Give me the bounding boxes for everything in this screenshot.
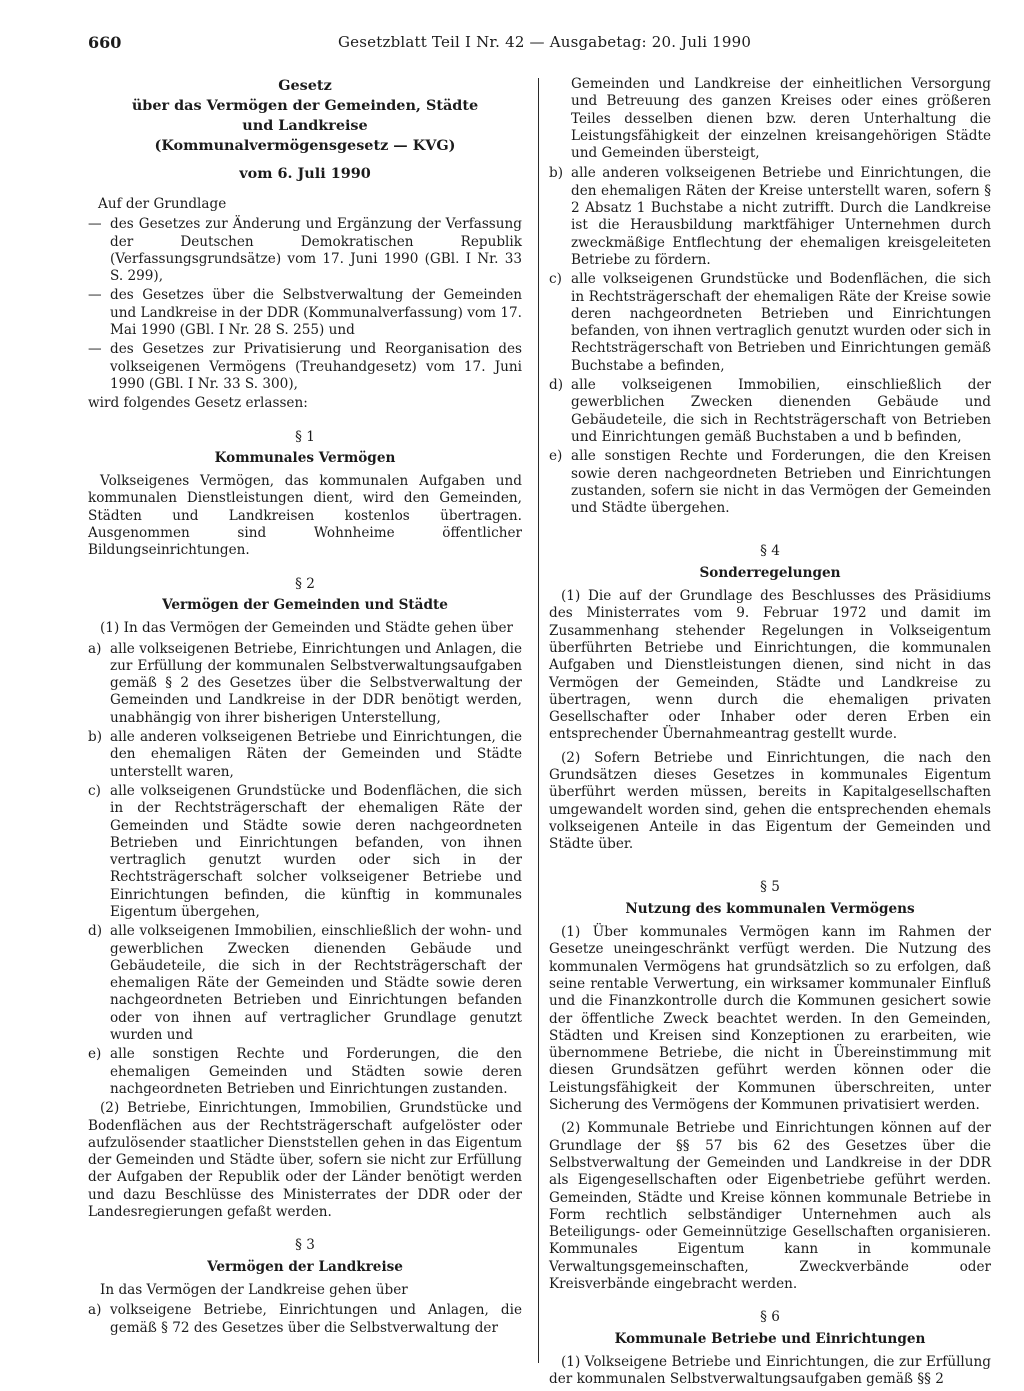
- list-marker: d): [88, 923, 103, 940]
- list-marker: d): [549, 377, 564, 394]
- list-item-text: alle volkseigenen Betriebe, Einrichtungen und Anlagen, die zur Erfüllung der kommunalen Selbstverwaltungsaufgaben gemäß § 2 des Gesetzes über die Selbstverwaltung der Gemeinden und Landkreise in der DDR benötigt werden, unabhängig von ihrer bisherigen Unterstellung,: [110, 640, 522, 726]
- list-marker: a): [88, 640, 102, 657]
- list-item: a) volkseigene Betriebe, Einrichtungen und Anlagen, die gemäß § 72 des Gesetzes über die Selbstverwaltung der: [88, 1302, 522, 1336]
- preamble-intro: Auf der Grundlage: [98, 196, 227, 212]
- item-list: [88, 641, 522, 1099]
- list-item-text: alle volkseigenen Immobilien, einschließlich der gewerblichen Zwecken dienenden Gebäude und Gebäudeteile, die sich in Rechtsträgerschaft von Betrieben und Einrichtungen gemäß Buchstaben a und b befinden,: [571, 377, 991, 445]
- paragraph: (1) Die auf der Grundlage des Beschlusses des Präsidiums des Ministerrates vom 9. Februar 1972 und damit im Zusammenhang stehender Regelungen in Volkseigentum überführten Betriebe und Einrichtungen, die kommunalen Aufgaben und Dienstleistungen dienen, sind nicht in das Vermögen der Gemeinden, Städte und Landkreise zu übertragen, wenn durch die ehemaligen privaten Gesellschafter oder Inhaber oder deren Erben ein entsprechender Übernahmeantrag gestellt wurde.: [549, 588, 991, 743]
- list-item: [88, 729, 522, 781]
- preamble-list: [88, 216, 522, 393]
- list-item: — des Gesetzes zur Änderung und Ergänzung der Verfassung der Deutschen Demokratischen Republik (Verfassungsgrundsätze) vom 17. Juni 1990 (GBl. I Nr. 33 S. 299),: [88, 216, 522, 285]
- item-list: [549, 165, 991, 517]
- section-number: § 5: [760, 879, 780, 896]
- section-heading: Nutzung des kommunalen Vermögens: [625, 900, 915, 917]
- list-item-text: alle anderen volkseigenen Betriebe und Einrichtungen, die den ehemaligen Räten der Kreise unterstellt waren, sofern § 2 Absatz 1 Buchstabe a nicht zutrifft. Durch die Landkreise ist die Herausbildung marktfähiger Unternehmen durch zweckmäßige Entflechtung der ehemaligen kreisgeleiteten Betriebe zu fördern.: [571, 165, 991, 268]
- section-heading: Vermögen der Gemeinden und Städte: [162, 596, 448, 613]
- list-marker: b): [549, 165, 564, 182]
- list-item: [88, 1046, 522, 1098]
- law-title-line: Gesetz: [278, 77, 332, 94]
- list-item: [88, 923, 522, 1044]
- list-item-text: volkseigene Betriebe, Einrichtungen und Anlagen, die gemäß § 72 des Gesetzes über die Selbstverwaltung der: [110, 1302, 522, 1336]
- list-item: — des Gesetzes über die Selbstverwaltung der Gemeinden und Landkreise in der DDR (Kommunalverfassung) vom 17. Mai 1990 (GBl. I Nr. 28 S. 255) und: [88, 287, 522, 339]
- paragraph: (1) Volkseigene Betriebe und Einrichtungen, die zur Erfüllung der kommunalen Selbstverwaltungsaufgaben gemäß §§ 2: [549, 1353, 991, 1388]
- list-marker: c): [88, 782, 101, 799]
- list-item: [549, 271, 991, 375]
- list-marker: c): [549, 271, 562, 288]
- list-item-text: des Gesetzes zur Privatisierung und Reorganisation des volkseigenen Vermögens (Treuhandgesetz) vom 17. Juni 1990 (GBl. I Nr. 33 S. 300),: [110, 341, 522, 392]
- law-title-line: über das Vermögen der Gemeinden, Städte: [131, 97, 479, 114]
- paragraph: (2) Betriebe, Einrichtungen, Immobilien, Grundstücke und Bodenflächen aus der Rechtsträgerschaft aufgelöster oder aufzulösender staatlicher Dienststellen gehen in das Eigentum der Gemeinden und Städte über, sofern sie nicht zur Erfüllung der Aufgaben der Republik oder der Länder benötigt werden und dazu Beschlüsse des Ministerrates der DDR oder der Landesregierungen gefaßt werden.: [88, 1100, 522, 1221]
- list-item-text: des Gesetzes über die Selbstverwaltung der Gemeinden und Landkreise in der DDR (Kommunalverfassung) vom 17. Mai 1990 (GBl. I Nr. 28 S. 255) und: [110, 287, 522, 339]
- section-heading: Kommunale Betriebe und Einrichtungen: [614, 1330, 926, 1347]
- page-header: [88, 33, 988, 63]
- law-title-line: und Landkreise: [242, 117, 368, 134]
- list-item: — des Gesetzes zur Privatisierung und Reorganisation des volkseigenen Vermögens (Treuhandgesetz) vom 17. Juni 1990 (GBl. I Nr. 33 S. 300),: [88, 341, 522, 392]
- list-item: [88, 641, 522, 727]
- column-divider: [538, 78, 539, 1363]
- law-title: [88, 76, 522, 184]
- list-marker: e): [88, 1046, 102, 1063]
- list-item-text: alle volkseigenen Immobilien, einschließlich der wohn- und gewerblichen Zwecken dienenden Gebäude und Gebäudeteile, die sich in der Rechtsträgerschaft der ehemaligen Räte der Gemeinden und Städte sowie deren nachgeordneten Betrieben und Einrichtungen befanden oder von ihnen auf vertraglicher Grundlage genutzt wurden und: [110, 923, 522, 1044]
- list-item: [549, 377, 991, 446]
- list-item-text: alle sonstigen Rechte und Forderungen, die den ehemaligen Gemeinden und Städten sowie deren nachgeordneten Betrieben und Einrichtungen zustanden.: [110, 1046, 522, 1097]
- list-item-text: alle sonstigen Rechte und Forderungen, die den Kreisen sowie deren nachgeordneten Betrieben und Einrichtungen zustanden, sofern sie nicht in das Vermögen der Gemeinden und Städte übergehen.: [571, 448, 991, 517]
- section-number: § 1: [295, 428, 315, 445]
- running-title: Gesetzblatt Teil I Nr. 42 — Ausgabetag: 20. Juli 1990: [338, 33, 752, 51]
- paragraph: (1) Über kommunales Vermögen kann im Rahmen der Gesetze uneingeschränkt verfügt werden. Die Nutzung des kommunalen Vermögens hat grundsätzlich so zu erfolgen, daß seine rentable Verwertung, ein wirksamer kommunaler Einfluß und die Finanzkontrolle durch die Kommunen gesichert sowie der öffentliche Zweck beachtet werden. In den Gemeinden, Städten und Kreisen sind Konzeptionen zu erarbeiten, wie übernommene Betriebe, die nicht in Übereinstimmung mit diesen Grundsätzen geführt werden können oder die Leistungsfähigkeit der Kommunen überschreiten, unter Sicherung des Vermögens der Kommunen privatisiert werden.: [549, 924, 991, 1114]
- law-date: vom 6. Juli 1990: [239, 165, 371, 182]
- preamble-closing: wird folgendes Gesetz erlassen:: [88, 395, 308, 412]
- list-marker: e): [549, 448, 563, 465]
- paragraph: (2) Sofern Betriebe und Einrichtungen, die nach den Grundsätzen dieses Gesetzes in kommunales Eigentum überführt werden müssen, bereits in Kapitalgesellschaften umgewandelt worden sind, gehen die entsprechenden ehemals volkseigenen Anteile in das Eigentum der Gemeinden und Städte über.: [549, 749, 991, 853]
- section-number: § 3: [295, 1237, 315, 1254]
- section-heading: Kommunales Vermögen: [214, 449, 396, 466]
- law-title-line: (Kommunalvermögensgesetz — KVG): [154, 137, 456, 154]
- section-heading: Sonderregelungen: [699, 564, 841, 581]
- left-column: [88, 76, 522, 1339]
- section-number: § 2: [295, 575, 315, 592]
- list-item-text: alle volkseigenen Grundstücke und Bodenflächen, die sich in der Rechtsträgerschaft der ehemaligen Räte der Gemeinden und Städte sowie deren nachgeordneten Betrieben und Einrichtungen befanden, von ihnen vertraglich genutzt wurden oder sich in der Rechtsträgerschaft solcher volkseigener Betriebe und Einrichtungen befinden, die künftig in kommunales Eigentum übergehen,: [110, 782, 522, 920]
- page-number: 660: [88, 33, 122, 52]
- list-item-text: alle volkseigenen Grundstücke und Bodenflächen, die sich in Rechtsträgerschaft der ehemaligen Räte der Kreise sowie deren nachgeordneten Betrieben und Einrichtungen befanden, von ihnen vertraglich genutzt wurden oder sich in Rechtsträgerschaft von Betrieben und Einrichtungen gemäß Buchstabe a befinden,: [571, 271, 991, 374]
- list-marker: b): [88, 729, 103, 746]
- list-item-text: alle anderen volkseigenen Betriebe und Einrichtungen, die den ehemaligen Räten der Gemeinden und Städte unterstellt waren,: [110, 729, 522, 780]
- list-item: [88, 783, 522, 921]
- list-item-text: des Gesetzes zur Änderung und Ergänzung der Verfassung der Deutschen Demokratischen Republik (Verfassungsgrundsätze) vom 17. Juni 1990 (GBl. I Nr. 33 S. 299),: [110, 216, 522, 285]
- right-column: [549, 76, 991, 1391]
- section-number: § 6: [760, 1309, 780, 1326]
- paragraph: Volkseigenes Vermögen, das kommunalen Aufgaben und kommunalen Dienstleistungen dient, wird den Gemeinden, Städten und Landkreisen kostenlos übertragen. Ausgenommen sind Wohnheime öffentlicher Bildungseinrichtungen.: [88, 473, 522, 559]
- paragraph: (2) Kommunale Betriebe und Einrichtungen können auf der Grundlage der §§ 57 bis 62 des Gesetzes über die Selbstverwaltung der Gemeinden und Landkreise in der DDR als Eigengesellschaften oder Eigenbetriebe geführt werden. Gemeinden, Städte und Kreise können kommunale Betriebe in Form rechtlich selbständiger Unternehmen auch als Beteiligungs- oder Gemeinnützige Gesellschaften organisieren. Kommunales Eigentum kann in kommunale Verwaltungsgemeinschaften, Zweckverbände oder Kreisverbände eingebracht werden.: [549, 1120, 991, 1292]
- item-list: [88, 1302, 522, 1337]
- section-number: § 4: [760, 543, 780, 560]
- list-item: [549, 165, 991, 269]
- list-item-continuation: Gemeinden und Landkreise der einheitlichen Versorgung und Betreuung des ganzen Kreises oder eines größeren Teiles desselben dienen bzw. deren Unterhaltung die Leistungsfähigkeit der einzelnen kreisangehörigen Städte und Gemeinden übersteigt,: [571, 76, 991, 162]
- paragraph: In das Vermögen der Landkreise gehen über: [100, 1281, 408, 1298]
- section-heading: Vermögen der Landkreise: [207, 1258, 403, 1275]
- paragraph: (1) In das Vermögen der Gemeinden und Städte gehen über: [100, 620, 514, 637]
- list-item: [549, 448, 991, 517]
